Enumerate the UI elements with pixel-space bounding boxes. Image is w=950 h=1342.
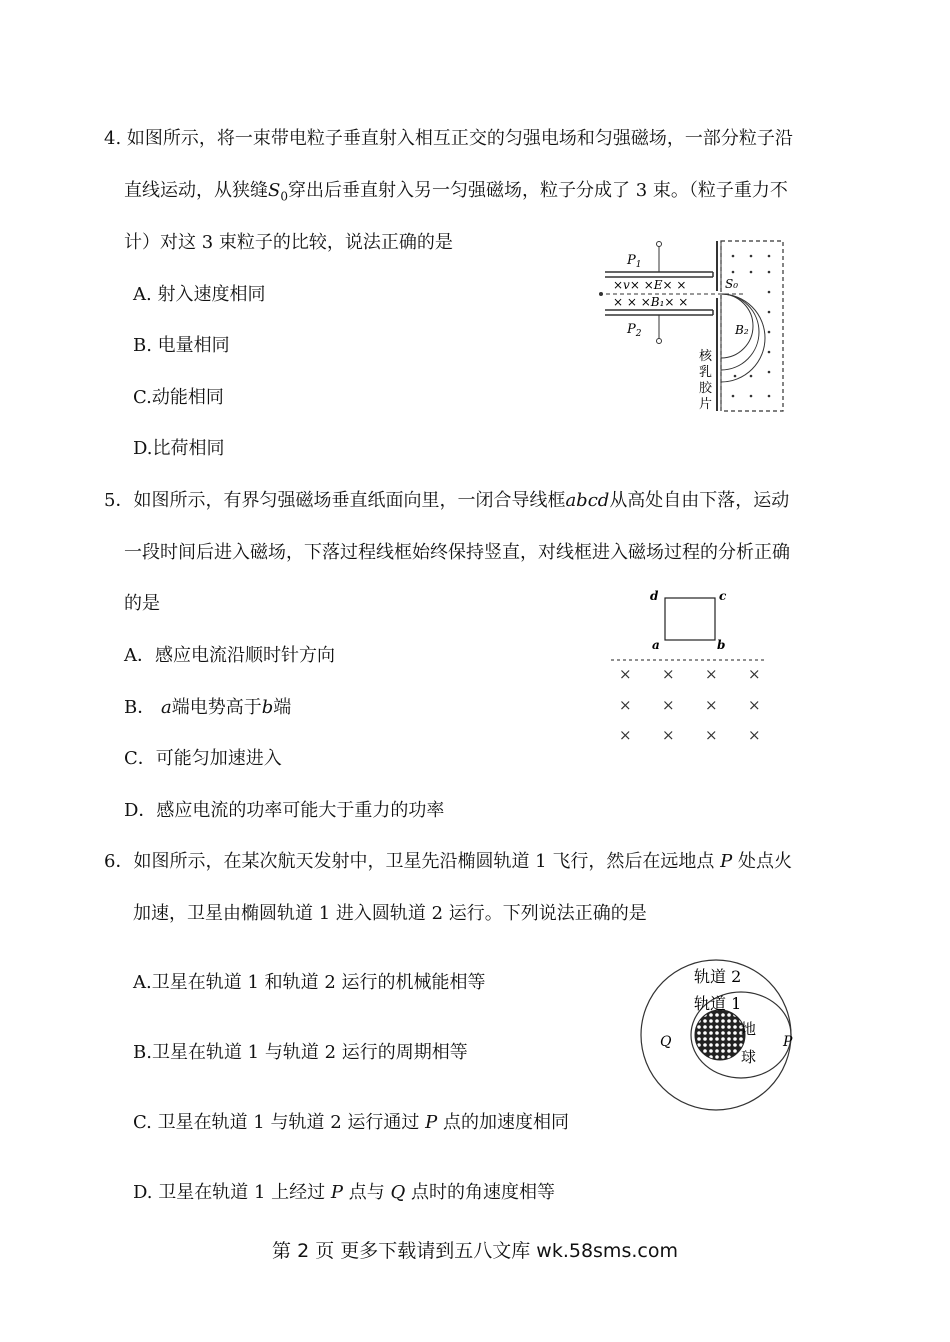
q6-figure-orbit1-label: 轨道 1 (694, 994, 742, 1013)
q4-stem-line2 (124, 179, 788, 209)
q4-figure-velocity-selector (595, 236, 795, 416)
q6-option-c-var: P (425, 1112, 438, 1133)
q5-frame-symbol: abcd (565, 490, 610, 511)
q6-option-d-var2: Q (390, 1182, 406, 1203)
q4-figure-row1: ×v× ×E× × (613, 278, 687, 292)
q4-stem-line1: 4. 如图所示，将一束带电粒子垂直射入相互正交的匀强电场和匀强磁场，一部分粒子沿 (104, 128, 793, 149)
q6-figure-earth-char1: 地 (741, 1020, 757, 1038)
q5-option-d[interactable]: D．感应电流的功率可能大于重力的功率 (124, 800, 445, 821)
q6-option-c-a: C. 卫星在轨道 1 与轨道 2 运行通过 (133, 1112, 420, 1133)
q4-stem-line3: 计）对这 3 束粒子的比较，说法正确的是 (124, 232, 453, 253)
q5-figure-label-a: a (652, 638, 660, 652)
q4-figure-film-char2: 乳 (699, 365, 713, 380)
q4-option-d[interactable]: D.比荷相同 (133, 438, 225, 459)
q5-stem-line1-b: 从高处自由下落，运动 (609, 490, 790, 511)
q5-stem-line1-a: 5．如图所示，有界匀强磁场垂直纸面向里，一闭合导线框 (104, 490, 566, 511)
q5-option-b[interactable] (124, 696, 291, 720)
q5-figure-label-d: d (650, 589, 659, 603)
q6-figure-orbit2-label: 轨道 2 (694, 967, 742, 986)
q6-figure-earth-char2: 球 (741, 1048, 757, 1066)
q4-figure-b2-label: B₂ (735, 323, 749, 337)
svg-text:×: × (619, 665, 632, 683)
q4-figure-film-char3: 胶 (699, 381, 713, 396)
q4-figure-film-char4: 片 (699, 397, 713, 412)
q4-figure-s0-label: S₀ (725, 277, 739, 291)
svg-text:×: × (619, 726, 632, 744)
q5-option-b-mid: 端电势高于 (171, 697, 262, 718)
q5-option-c[interactable]: C．可能匀加速进入 (124, 748, 282, 769)
q5-option-b-var-a: a (160, 697, 172, 718)
q6-option-a[interactable]: A.卫星在轨道 1 和轨道 2 运行的机械能相等 (133, 972, 486, 993)
q5-option-b-var-b: b (261, 697, 274, 718)
q6-option-b[interactable]: B.卫星在轨道 1 与轨道 2 运行的周期相等 (133, 1042, 468, 1063)
svg-text:×: × (619, 696, 632, 714)
page-footer: 第 2 页 更多下载请到五八文库 wk.58sms.com (272, 1240, 678, 1262)
q5-stem-line3: 的是 (124, 593, 160, 614)
svg-text:×: × (662, 665, 675, 683)
q5-option-a[interactable]: A．感应电流沿顺时针方向 (124, 645, 335, 666)
q4-option-a[interactable]: A. 射入速度相同 (133, 284, 266, 305)
svg-text:×: × (662, 726, 675, 744)
q6-point-p: P (720, 851, 733, 872)
q5-figure-crosses (619, 665, 761, 744)
q6-figure-orbits (636, 958, 816, 1113)
q6-figure-q-label: Q (660, 1034, 672, 1050)
q4-stem-line2-a: 直线运动，从狭缝 (124, 180, 268, 201)
svg-text:×: × (705, 726, 718, 744)
q4-slit-symbol: S (268, 180, 281, 201)
svg-text:×: × (748, 696, 761, 714)
svg-text:×: × (705, 665, 718, 683)
q4-figure-p2-label: $P_2$ (627, 322, 642, 339)
q5-figure-label-c: c (719, 589, 727, 603)
q5-figure-label-b: b (717, 638, 726, 652)
q6-stem-line1-a: 6．如图所示，在某次航天发射中，卫星先沿椭圆轨道 1 飞行，然后在远地点 (104, 851, 715, 872)
q6-option-d-mid: 点与 (348, 1182, 385, 1203)
q5-stem-line2: 一段时间后进入磁场，下落过程线框始终保持竖直，对线框进入磁场过程的分析正确 (124, 542, 790, 563)
q4-option-b[interactable]: B. 电量相同 (133, 335, 230, 356)
q4-option-c[interactable]: C.动能相同 (133, 387, 224, 408)
svg-text:×: × (662, 696, 675, 714)
q6-option-d-a: D. 卫星在轨道 1 上经过 (133, 1182, 326, 1203)
q6-stem-line1 (104, 850, 792, 874)
q5-figure-magnetic-field (605, 586, 775, 746)
svg-text:×: × (748, 665, 761, 683)
q6-option-c[interactable] (133, 1111, 569, 1135)
q6-option-c-b: 点的加速度相同 (442, 1112, 569, 1133)
q6-stem-line2: 加速，卫星由椭圆轨道 1 进入圆轨道 2 运行。下列说法正确的是 (133, 903, 647, 924)
q4-stem-line2-b: 穿出后垂直射入另一匀强磁场，粒子分成了 3 束。（粒子重力不 (287, 180, 788, 201)
svg-text:×: × (748, 726, 761, 744)
q6-option-d-b: 点时的角速度相等 (410, 1182, 555, 1203)
q4-figure-film-char1: 核 (699, 349, 713, 364)
q6-option-d[interactable] (133, 1181, 555, 1205)
svg-text:×: × (705, 696, 718, 714)
q6-stem-line1-b: 处点火 (737, 851, 792, 872)
q6-option-d-var1: P (330, 1182, 343, 1203)
q5-stem-line1 (104, 489, 789, 513)
q4-slit-subscript: 0 (280, 189, 288, 204)
q5-option-b-end: 端 (273, 697, 292, 718)
q4-figure-p1-label: $P_1$ (627, 253, 642, 270)
q5-option-b-prefix: B． (124, 697, 156, 718)
q4-figure-row2: × × ×B₁× × (613, 295, 689, 309)
q6-figure-p-label: P (783, 1034, 793, 1050)
